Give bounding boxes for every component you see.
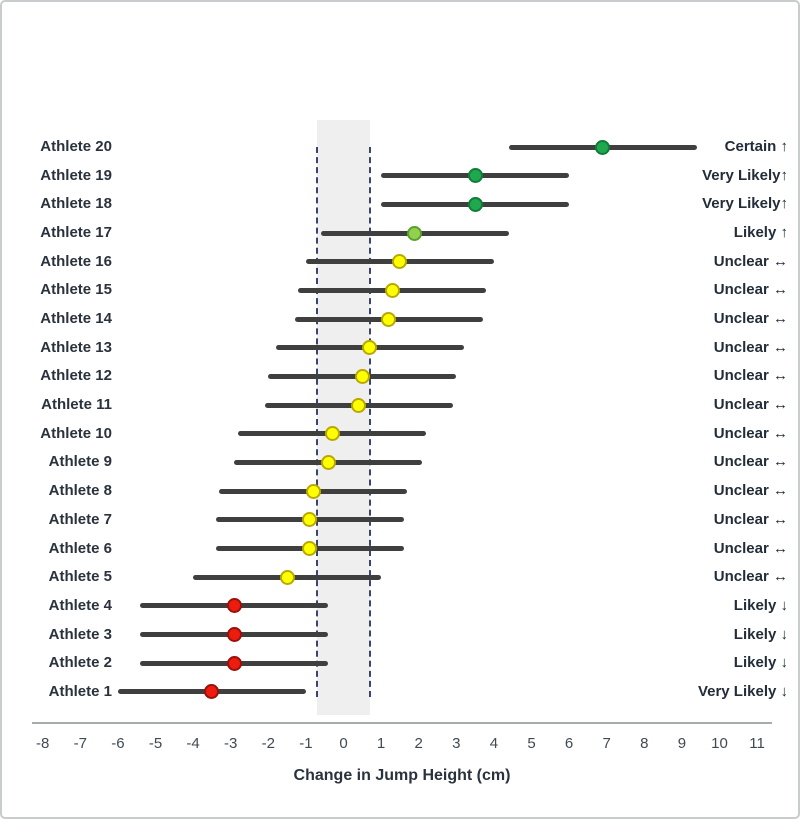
outcome-label: Unclear ↔ — [713, 396, 788, 414]
x-axis-tick-label: 6 — [564, 735, 574, 752]
athlete-label: Athlete 14 — [40, 310, 112, 328]
data-point-dot — [321, 455, 336, 470]
x-axis-tick-label: 9 — [677, 735, 687, 752]
athlete-label: Athlete 13 — [40, 338, 112, 356]
x-axis-tick-label: -8 — [36, 735, 50, 752]
x-axis-tick-label: 10 — [711, 735, 728, 752]
athlete-label: Athlete 2 — [48, 654, 112, 672]
data-point-dot — [468, 168, 483, 183]
athlete-label: Athlete 19 — [40, 166, 112, 184]
x-axis-title: Change in Jump Height (cm) — [293, 767, 511, 784]
data-point-dot — [280, 570, 295, 585]
x-axis-tick-label: -1 — [299, 735, 313, 752]
data-point-dot — [325, 426, 340, 441]
swc-dashed-line-right — [369, 147, 371, 697]
athlete-label: Athlete 8 — [48, 482, 112, 500]
outcome-label: Unclear ↔ — [713, 252, 788, 270]
data-point-dot — [392, 254, 407, 269]
athlete-label: Athlete 12 — [40, 367, 112, 385]
data-point-dot — [381, 312, 396, 327]
outcome-label: Unclear ↔ — [713, 510, 788, 528]
data-point-dot — [351, 398, 366, 413]
athlete-label: Athlete 16 — [40, 252, 112, 270]
x-axis-tick-label: 11 — [749, 735, 765, 752]
x-axis-tick-label: -3 — [224, 735, 238, 752]
outcome-label: Unclear ↔ — [713, 482, 788, 500]
athlete-label: Athlete 5 — [48, 568, 112, 586]
athlete-label: Athlete 3 — [48, 625, 112, 643]
outcome-label: Likely ↓ — [733, 654, 788, 672]
x-axis-tick-label: 5 — [527, 735, 536, 752]
athlete-label: Athlete 15 — [40, 281, 112, 299]
outcome-label: Unclear ↔ — [713, 568, 788, 586]
outcome-label: Certain ↑ — [724, 138, 788, 155]
x-axis-tick-label: 0 — [339, 735, 348, 752]
x-axis-tick-label: 3 — [452, 735, 461, 752]
x-axis-tick-label: -7 — [73, 735, 87, 752]
x-axis-tick-label: 2 — [414, 735, 423, 752]
x-axis-tick-label: -4 — [186, 735, 200, 752]
swc-dashed-line-left — [316, 147, 318, 697]
data-point-dot — [227, 627, 242, 642]
x-axis-tick-label: -5 — [148, 735, 163, 752]
athlete-label: Athlete 20 — [40, 138, 112, 155]
outcome-label: Unclear ↔ — [713, 424, 788, 442]
athlete-label: Athlete 7 — [48, 510, 112, 528]
athlete-label: Athlete 17 — [40, 224, 112, 242]
outcome-label: Likely ↓ — [733, 596, 788, 614]
data-point-dot — [227, 598, 242, 613]
athlete-label: Athlete 6 — [48, 539, 112, 557]
data-point-dot — [362, 340, 377, 355]
x-axis-tick-label: -6 — [111, 735, 125, 752]
athlete-label: Athlete 9 — [48, 453, 112, 471]
outcome-label: Very Likely ↓ — [697, 682, 788, 700]
athlete-label: Athlete 4 — [48, 596, 112, 614]
outcome-label: Very Likely↑ — [702, 166, 788, 184]
outcome-label: Unclear ↔ — [713, 453, 788, 471]
outcome-label: Unclear ↔ — [713, 281, 788, 299]
x-axis-tick-label: 1 — [376, 735, 386, 752]
athlete-label: Athlete 1 — [48, 682, 112, 700]
athlete-label: Athlete 11 — [41, 396, 112, 414]
x-axis-line — [32, 722, 772, 724]
athlete-label: Athlete 10 — [40, 424, 112, 442]
data-point-dot — [204, 684, 219, 699]
outcome-label: Likely ↓ — [733, 625, 788, 643]
outcome-label: Unclear ↔ — [713, 338, 788, 356]
outcome-label: Very Likely↑ — [702, 195, 788, 213]
data-point-dot — [407, 226, 422, 241]
outcome-label: Likely ↑ — [733, 224, 788, 242]
plot-area — [2, 2, 800, 819]
outcome-label: Unclear ↔ — [713, 367, 788, 385]
outcome-label: Unclear ↔ — [713, 310, 788, 328]
data-point-dot — [306, 484, 321, 499]
data-point-dot — [227, 656, 242, 671]
data-point-dot — [302, 541, 317, 556]
x-axis-tick-label: 7 — [602, 735, 611, 752]
data-point-dot — [385, 283, 400, 298]
data-point-dot — [355, 369, 370, 384]
outcome-label: Unclear ↔ — [713, 539, 788, 557]
data-point-dot — [468, 197, 483, 212]
athlete-label: Athlete 18 — [40, 195, 112, 213]
x-axis-tick-label: 4 — [489, 735, 499, 752]
reference-band — [317, 120, 370, 715]
x-axis-tick-label: 8 — [640, 735, 649, 752]
x-axis-tick-label: -2 — [261, 735, 275, 752]
data-point-dot — [302, 512, 317, 527]
